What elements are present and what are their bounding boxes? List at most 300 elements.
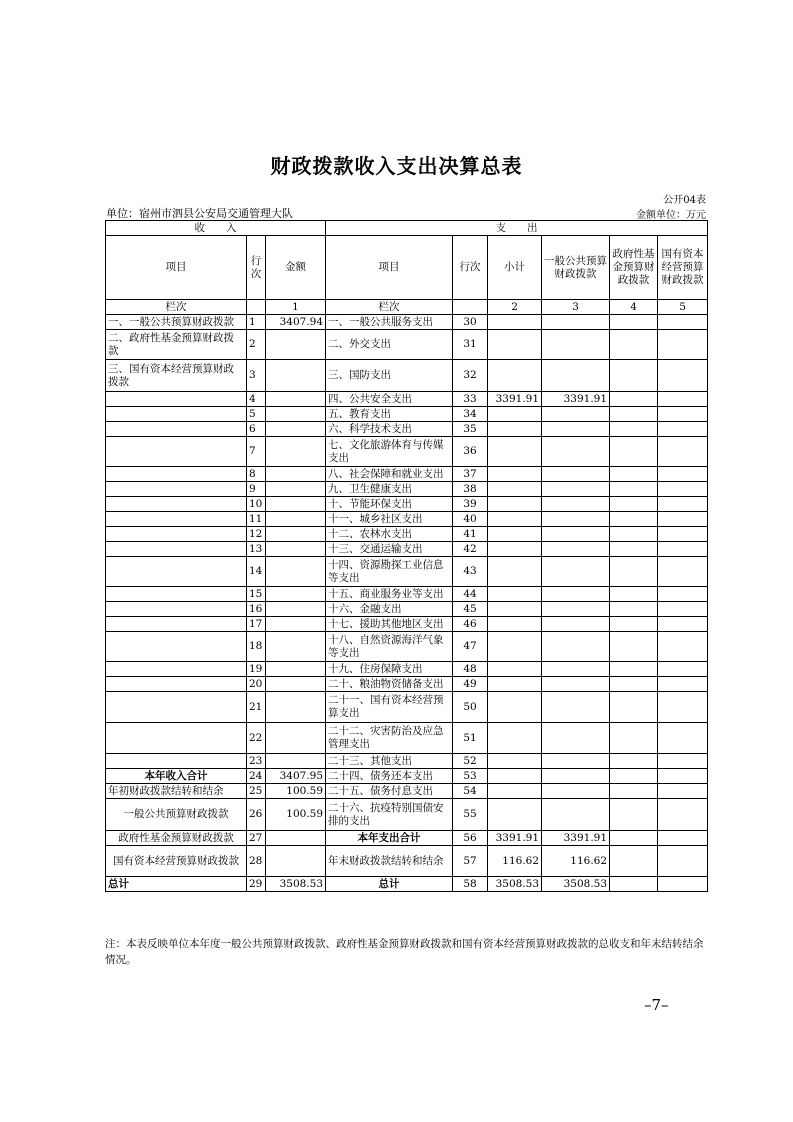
subtotal-cell: 116.62 bbox=[488, 846, 542, 877]
subtotal-cell bbox=[488, 587, 542, 602]
state-capital-cell bbox=[658, 392, 708, 407]
gov-fund-cell bbox=[610, 497, 658, 512]
income-line-cell: 11 bbox=[247, 512, 266, 527]
income-amount-cell: 100.59 bbox=[266, 784, 326, 799]
income-item-cell bbox=[106, 497, 247, 512]
income-item-cell bbox=[106, 557, 247, 587]
general-budget-cell: 3391.91 bbox=[542, 831, 610, 846]
income-amount-cell bbox=[266, 467, 326, 482]
expense-item-cell: 十九、住房保障支出 bbox=[326, 662, 453, 677]
expense-item-cell: 二十四、债务还本支出 bbox=[326, 769, 453, 784]
subtotal-cell bbox=[488, 512, 542, 527]
page-number: –7– bbox=[644, 996, 669, 1014]
state-capital-cell bbox=[658, 422, 708, 437]
table-row bbox=[106, 877, 708, 892]
expense-line-cell: 34 bbox=[453, 407, 488, 422]
subtotal-cell bbox=[488, 723, 542, 754]
column-number: 3 bbox=[542, 300, 610, 315]
gov-fund-cell bbox=[610, 467, 658, 482]
subtotal-cell bbox=[488, 330, 542, 360]
table-row bbox=[106, 769, 708, 784]
income-line-cell: 19 bbox=[247, 662, 266, 677]
income-item-cell bbox=[106, 617, 247, 632]
empty-cell bbox=[247, 300, 266, 315]
income-amount-cell: 3407.94 bbox=[266, 315, 326, 330]
general-budget-cell bbox=[542, 482, 610, 497]
gov-fund-cell bbox=[610, 662, 658, 677]
expense-line-cell: 50 bbox=[453, 692, 488, 723]
subtotal-cell bbox=[488, 315, 542, 330]
subtotal-cell bbox=[488, 784, 542, 799]
state-capital-cell bbox=[658, 330, 708, 360]
subtotal-cell bbox=[488, 602, 542, 617]
general-budget-cell bbox=[542, 692, 610, 723]
gov-fund-cell bbox=[610, 315, 658, 330]
income-item-cell: 一、一般公共预算财政拨款 bbox=[106, 315, 247, 330]
expense-item-cell: 十三、交通运输支出 bbox=[326, 542, 453, 557]
expense-line-header: 行次 bbox=[453, 236, 488, 300]
expense-line-cell: 55 bbox=[453, 799, 488, 831]
income-line-cell: 9 bbox=[247, 482, 266, 497]
expense-item-cell: 本年支出合计 bbox=[326, 831, 453, 846]
column-number: 2 bbox=[488, 300, 542, 315]
gov-fund-cell bbox=[610, 769, 658, 784]
income-item-cell bbox=[106, 602, 247, 617]
income-item-cell bbox=[106, 662, 247, 677]
general-budget-cell bbox=[542, 360, 610, 392]
state-capital-cell bbox=[658, 557, 708, 587]
income-amount-cell bbox=[266, 754, 326, 769]
income-amount-cell bbox=[266, 846, 326, 877]
gov-fund-cell bbox=[610, 831, 658, 846]
income-line-cell: 29 bbox=[247, 877, 266, 892]
expense-item-cell: 总计 bbox=[326, 877, 453, 892]
gov-fund-cell bbox=[610, 617, 658, 632]
income-line-cell: 28 bbox=[247, 846, 266, 877]
subtotal-cell bbox=[488, 542, 542, 557]
expense-item-cell: 九、卫生健康支出 bbox=[326, 482, 453, 497]
subtotal-cell bbox=[488, 662, 542, 677]
general-budget-cell bbox=[542, 602, 610, 617]
gov-fund-header: 政府性基金预算财政拨款 bbox=[610, 236, 658, 300]
page-title: 财政拨款收入支出决算总表 bbox=[270, 154, 523, 178]
expense-item-cell: 一、一般公共服务支出 bbox=[326, 315, 453, 330]
general-budget-cell bbox=[542, 542, 610, 557]
expense-item-cell: 五、教育支出 bbox=[326, 407, 453, 422]
expense-line-cell: 44 bbox=[453, 587, 488, 602]
state-capital-cell bbox=[658, 407, 708, 422]
income-item-header: 项目 bbox=[106, 236, 247, 300]
expense-item-cell: 二十一、国有资本经营预算支出 bbox=[326, 692, 453, 723]
state-capital-cell bbox=[658, 877, 708, 892]
subtotal-cell bbox=[488, 754, 542, 769]
expense-item-cell: 二十二、灾害防治及应急管理支出 bbox=[326, 723, 453, 754]
state-capital-cell bbox=[658, 360, 708, 392]
expense-line-cell: 56 bbox=[453, 831, 488, 846]
table-row bbox=[106, 422, 708, 437]
general-budget-cell bbox=[542, 677, 610, 692]
table-row bbox=[106, 557, 708, 587]
general-budget-cell bbox=[542, 784, 610, 799]
general-budget-cell bbox=[542, 557, 610, 587]
state-capital-cell bbox=[658, 662, 708, 677]
column-label: 栏次 bbox=[326, 300, 453, 315]
general-budget-cell bbox=[542, 330, 610, 360]
income-amount-cell bbox=[266, 407, 326, 422]
income-line-cell: 5 bbox=[247, 407, 266, 422]
income-amount-cell bbox=[266, 527, 326, 542]
table-row bbox=[106, 754, 708, 769]
gov-fund-cell bbox=[610, 602, 658, 617]
income-line-cell: 12 bbox=[247, 527, 266, 542]
table-row bbox=[106, 407, 708, 422]
income-line-cell: 7 bbox=[247, 437, 266, 467]
general-budget-cell bbox=[542, 497, 610, 512]
expense-item-cell: 十二、农林水支出 bbox=[326, 527, 453, 542]
income-amount-cell bbox=[266, 437, 326, 467]
income-item-cell bbox=[106, 437, 247, 467]
state-capital-cell bbox=[658, 846, 708, 877]
income-amount-cell bbox=[266, 587, 326, 602]
state-capital-cell bbox=[658, 784, 708, 799]
subtotal-cell bbox=[488, 557, 542, 587]
income-amount-cell bbox=[266, 617, 326, 632]
expense-item-cell: 十一、城乡社区支出 bbox=[326, 512, 453, 527]
income-line-cell: 2 bbox=[247, 330, 266, 360]
table-row bbox=[106, 330, 708, 360]
expense-line-cell: 40 bbox=[453, 512, 488, 527]
subtotal-cell bbox=[488, 497, 542, 512]
expense-line-cell: 57 bbox=[453, 846, 488, 877]
table-row bbox=[106, 497, 708, 512]
expense-item-cell: 二十五、债务付息支出 bbox=[326, 784, 453, 799]
income-amount-cell: 3508.53 bbox=[266, 877, 326, 892]
subtotal-cell bbox=[488, 692, 542, 723]
subtotal-cell bbox=[488, 482, 542, 497]
income-item-cell bbox=[106, 692, 247, 723]
expense-item-cell: 十六、金融支出 bbox=[326, 602, 453, 617]
general-budget-cell: 116.62 bbox=[542, 846, 610, 877]
general-budget-cell bbox=[542, 512, 610, 527]
gov-fund-cell bbox=[610, 437, 658, 467]
table-row bbox=[106, 392, 708, 407]
expense-line-cell: 35 bbox=[453, 422, 488, 437]
state-capital-cell bbox=[658, 723, 708, 754]
subtotal-cell bbox=[488, 407, 542, 422]
table-row bbox=[106, 677, 708, 692]
gov-fund-cell bbox=[610, 512, 658, 527]
general-budget-cell bbox=[542, 723, 610, 754]
general-budget-cell bbox=[542, 632, 610, 662]
state-capital-cell bbox=[658, 437, 708, 467]
income-line-cell: 24 bbox=[247, 769, 266, 784]
income-amount-cell bbox=[266, 422, 326, 437]
general-budget-cell bbox=[542, 799, 610, 831]
table-row bbox=[106, 784, 708, 799]
income-item-cell bbox=[106, 392, 247, 407]
column-number: 4 bbox=[610, 300, 658, 315]
gov-fund-cell bbox=[610, 692, 658, 723]
expense-line-cell: 48 bbox=[453, 662, 488, 677]
table-row bbox=[106, 662, 708, 677]
income-item-cell bbox=[106, 542, 247, 557]
income-header: 收 入 bbox=[106, 221, 326, 236]
table-row bbox=[106, 846, 708, 877]
income-line-cell: 16 bbox=[247, 602, 266, 617]
gov-fund-cell bbox=[610, 632, 658, 662]
income-amount-cell bbox=[266, 392, 326, 407]
table-row bbox=[106, 587, 708, 602]
subtotal-header: 小计 bbox=[488, 236, 542, 300]
state-capital-cell bbox=[658, 677, 708, 692]
expense-item-cell: 六、科学技术支出 bbox=[326, 422, 453, 437]
income-line-cell: 27 bbox=[247, 831, 266, 846]
income-item-cell: 总计 bbox=[106, 877, 247, 892]
income-amount-cell bbox=[266, 512, 326, 527]
table-row bbox=[106, 723, 708, 754]
income-item-cell bbox=[106, 677, 247, 692]
amount-header: 金额 bbox=[266, 236, 326, 300]
expense-line-cell: 49 bbox=[453, 677, 488, 692]
income-line-cell: 18 bbox=[247, 632, 266, 662]
subtotal-cell bbox=[488, 422, 542, 437]
empty-cell bbox=[453, 300, 488, 315]
gov-fund-cell bbox=[610, 846, 658, 877]
general-budget-cell bbox=[542, 662, 610, 677]
income-line-cell: 6 bbox=[247, 422, 266, 437]
income-amount-cell bbox=[266, 677, 326, 692]
table-row bbox=[106, 315, 708, 330]
income-line-cell: 14 bbox=[247, 557, 266, 587]
expense-item-cell: 七、文化旅游体育与传媒支出 bbox=[326, 437, 453, 467]
income-amount-cell bbox=[266, 360, 326, 392]
state-capital-cell bbox=[658, 692, 708, 723]
income-line-cell: 25 bbox=[247, 784, 266, 799]
income-item-cell bbox=[106, 587, 247, 602]
income-line-cell: 8 bbox=[247, 467, 266, 482]
income-amount-cell bbox=[266, 330, 326, 360]
subtotal-cell bbox=[488, 677, 542, 692]
column-label: 栏次 bbox=[106, 300, 247, 315]
gov-fund-cell bbox=[610, 482, 658, 497]
subtotal-cell: 3391.91 bbox=[488, 831, 542, 846]
income-item-cell bbox=[106, 422, 247, 437]
subtotal-cell bbox=[488, 360, 542, 392]
subtotal-cell bbox=[488, 527, 542, 542]
income-line-cell: 3 bbox=[247, 360, 266, 392]
expense-line-cell: 58 bbox=[453, 877, 488, 892]
income-amount-cell bbox=[266, 692, 326, 723]
general-budget-header: 一般公共预算财政拨款 bbox=[542, 236, 610, 300]
form-code: 公开04表 bbox=[663, 195, 706, 206]
table-row bbox=[106, 692, 708, 723]
income-item-cell bbox=[106, 754, 247, 769]
table-row bbox=[106, 632, 708, 662]
income-amount-cell bbox=[266, 831, 326, 846]
income-item-cell: 一般公共预算财政拨款 bbox=[106, 799, 247, 831]
income-line-cell: 1 bbox=[247, 315, 266, 330]
gov-fund-cell bbox=[610, 799, 658, 831]
state-capital-cell bbox=[658, 632, 708, 662]
gov-fund-cell bbox=[610, 330, 658, 360]
expense-line-cell: 53 bbox=[453, 769, 488, 784]
state-capital-cell bbox=[658, 754, 708, 769]
general-budget-cell: 3508.53 bbox=[542, 877, 610, 892]
expense-item-cell: 四、公共安全支出 bbox=[326, 392, 453, 407]
expense-line-cell: 36 bbox=[453, 437, 488, 467]
expense-item-cell: 八、社会保障和就业支出 bbox=[326, 467, 453, 482]
income-amount-cell bbox=[266, 497, 326, 512]
income-amount-cell bbox=[266, 662, 326, 677]
income-amount-cell bbox=[266, 602, 326, 617]
expense-line-cell: 54 bbox=[453, 784, 488, 799]
gov-fund-cell bbox=[610, 754, 658, 769]
gov-fund-cell bbox=[610, 422, 658, 437]
subtotal-cell: 3391.91 bbox=[488, 392, 542, 407]
expense-item-cell: 三、国防支出 bbox=[326, 360, 453, 392]
subtotal-cell bbox=[488, 437, 542, 467]
income-line-cell: 22 bbox=[247, 723, 266, 754]
general-budget-cell bbox=[542, 315, 610, 330]
table-row bbox=[106, 360, 708, 392]
income-item-cell bbox=[106, 632, 247, 662]
state-capital-cell bbox=[658, 512, 708, 527]
expense-line-cell: 45 bbox=[453, 602, 488, 617]
income-line-cell: 26 bbox=[247, 799, 266, 831]
table-row bbox=[106, 799, 708, 831]
general-budget-cell bbox=[542, 437, 610, 467]
table-row bbox=[106, 602, 708, 617]
general-budget-cell bbox=[542, 467, 610, 482]
income-item-cell: 本年收入合计 bbox=[106, 769, 247, 784]
income-line-header: 行次 bbox=[247, 236, 266, 300]
subtotal-cell bbox=[488, 617, 542, 632]
expense-line-cell: 41 bbox=[453, 527, 488, 542]
state-capital-cell bbox=[658, 587, 708, 602]
state-capital-cell bbox=[658, 602, 708, 617]
table-row bbox=[106, 467, 708, 482]
expense-item-cell: 二十六、抗疫特别国债安排的支出 bbox=[326, 799, 453, 831]
income-line-cell: 15 bbox=[247, 587, 266, 602]
state-capital-cell bbox=[658, 799, 708, 831]
income-line-cell: 20 bbox=[247, 677, 266, 692]
gov-fund-cell bbox=[610, 392, 658, 407]
general-budget-cell: 3391.91 bbox=[542, 392, 610, 407]
gov-fund-cell bbox=[610, 542, 658, 557]
state-capital-cell bbox=[658, 527, 708, 542]
income-line-cell: 23 bbox=[247, 754, 266, 769]
income-line-cell: 21 bbox=[247, 692, 266, 723]
budget-table bbox=[105, 220, 708, 892]
expense-item-cell: 年末财政拨款结转和结余 bbox=[326, 846, 453, 877]
expense-line-cell: 38 bbox=[453, 482, 488, 497]
expense-item-cell: 十五、商业服务业等支出 bbox=[326, 587, 453, 602]
state-capital-cell bbox=[658, 467, 708, 482]
table-row bbox=[106, 527, 708, 542]
general-budget-cell bbox=[542, 422, 610, 437]
money-unit-label: 金额单位：万元 bbox=[636, 210, 706, 221]
general-budget-cell bbox=[542, 617, 610, 632]
subtotal-cell bbox=[488, 769, 542, 784]
state-capital-cell bbox=[658, 497, 708, 512]
expense-header: 支 出 bbox=[326, 221, 708, 236]
gov-fund-cell bbox=[610, 784, 658, 799]
gov-fund-cell bbox=[610, 360, 658, 392]
income-amount-cell bbox=[266, 542, 326, 557]
state-capital-cell bbox=[658, 315, 708, 330]
expense-line-cell: 37 bbox=[453, 467, 488, 482]
income-amount-cell bbox=[266, 557, 326, 587]
income-item-cell bbox=[106, 527, 247, 542]
table-row bbox=[106, 437, 708, 467]
income-item-cell bbox=[106, 407, 247, 422]
income-amount-cell: 3407.95 bbox=[266, 769, 326, 784]
expense-item-cell: 二、外交支出 bbox=[326, 330, 453, 360]
expense-item-cell: 十、节能环保支出 bbox=[326, 497, 453, 512]
general-budget-cell bbox=[542, 769, 610, 784]
state-capital-cell bbox=[658, 769, 708, 784]
expense-line-cell: 31 bbox=[453, 330, 488, 360]
expense-line-cell: 30 bbox=[453, 315, 488, 330]
income-line-cell: 13 bbox=[247, 542, 266, 557]
income-item-cell bbox=[106, 512, 247, 527]
income-item-cell: 二、政府性基金预算财政拨款 bbox=[106, 330, 247, 360]
column-number: 5 bbox=[658, 300, 708, 315]
column-number: 1 bbox=[266, 300, 326, 315]
gov-fund-cell bbox=[610, 723, 658, 754]
expense-item-cell: 十四、资源勘探工业信息等支出 bbox=[326, 557, 453, 587]
gov-fund-cell bbox=[610, 877, 658, 892]
expense-line-cell: 52 bbox=[453, 754, 488, 769]
general-budget-cell bbox=[542, 587, 610, 602]
state-capital-cell bbox=[658, 542, 708, 557]
table-row bbox=[106, 617, 708, 632]
expense-item-cell: 二十、粮油物资储备支出 bbox=[326, 677, 453, 692]
expense-item-cell: 二十三、其他支出 bbox=[326, 754, 453, 769]
expense-line-cell: 43 bbox=[453, 557, 488, 587]
general-budget-cell bbox=[542, 754, 610, 769]
general-budget-cell bbox=[542, 527, 610, 542]
gov-fund-cell bbox=[610, 587, 658, 602]
unit-label: 单位：宿州市泗县公安局交通管理大队 bbox=[106, 207, 293, 220]
expense-item-cell: 十八、自然资源海洋气象等支出 bbox=[326, 632, 453, 662]
general-budget-cell bbox=[542, 407, 610, 422]
expense-line-cell: 33 bbox=[453, 392, 488, 407]
state-capital-cell bbox=[658, 617, 708, 632]
gov-fund-cell bbox=[610, 407, 658, 422]
income-item-cell: 国有资本经营预算财政拨款 bbox=[106, 846, 247, 877]
expense-line-cell: 39 bbox=[453, 497, 488, 512]
gov-fund-cell bbox=[610, 557, 658, 587]
income-item-cell: 年初财政拨款结转和结余 bbox=[106, 784, 247, 799]
state-capital-header: 国有资本经营预算财政拨款 bbox=[658, 236, 708, 300]
income-line-cell: 4 bbox=[247, 392, 266, 407]
income-line-cell: 17 bbox=[247, 617, 266, 632]
table-note: 注：本表反映单位本年度一般公共预算财政拨款、政府性基金预算财政拨款和国有资本经营预算财政拨款的总收支和年末结转结余情况。 bbox=[105, 938, 704, 966]
gov-fund-cell bbox=[610, 677, 658, 692]
expense-line-cell: 32 bbox=[453, 360, 488, 392]
income-amount-cell bbox=[266, 482, 326, 497]
income-amount-cell bbox=[266, 632, 326, 662]
income-item-cell bbox=[106, 467, 247, 482]
state-capital-cell bbox=[658, 831, 708, 846]
table-row bbox=[106, 542, 708, 557]
expense-line-cell: 42 bbox=[453, 542, 488, 557]
expense-line-cell: 51 bbox=[453, 723, 488, 754]
expense-item-header: 项目 bbox=[326, 236, 453, 300]
table-row bbox=[106, 482, 708, 497]
expense-line-cell: 47 bbox=[453, 632, 488, 662]
